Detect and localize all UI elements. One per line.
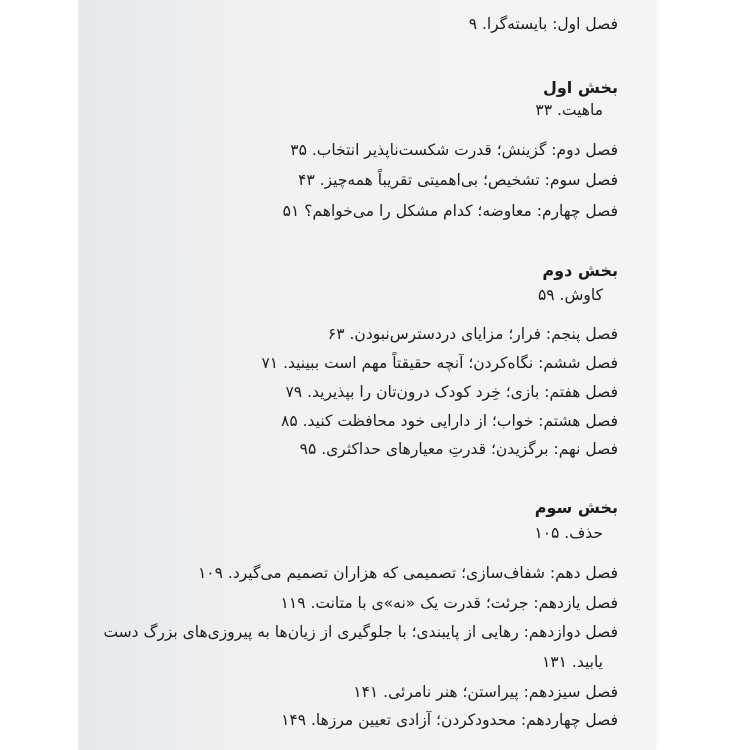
toc-chapter-1: فصل اول: بایسته‌گرا. ۹ [468,15,618,33]
book-page [78,0,655,750]
part-2-heading: بخش دوم [542,261,618,280]
toc-chapter-7: فصل هفتم: بازی؛ خِرد کودک درون‌تان را بپذیرید. ۷۹ [285,383,618,401]
toc-chapter-9: فصل نهم: برگزیدن؛ قدرتِ معیارهای حداکثری. ۹۵ [299,440,618,458]
toc-chapter-6: فصل ششم: نگاه‌کردن؛ آنچه حقیقتاً مهم است ببینید. ۷۱ [261,354,618,372]
toc-chapter-10: فصل دهم: شفاف‌سازی؛ تصمیمی که هزاران تصمیم می‌گیرد. ۱۰۹ [197,564,618,582]
part-2-subtitle: کاوش. ۵۹ [537,286,603,304]
toc-chapter-5: فصل پنجم: فرار؛ مزایای دردسترس‌نبودن. ۶۳ [327,325,618,343]
toc-chapter-12: فصل دوازدهم: رهایی از پایبندی؛ با جلوگیری از زیان‌ها به پیروزی‌های بزرگ دست [103,623,618,641]
toc-chapter-8: فصل هشتم: خواب؛ از دارایی خود محافظت کنید. ۸۵ [281,412,618,430]
toc-chapter-3: فصل سوم: تشخیص؛ بی‌اهمیتی تقریباً همه‌چیز. ۴۳ [298,171,618,189]
toc-chapter-14: فصل چهاردهم: محدودکردن؛ آزادی تعیین مرزها. ۱۴۹ [281,711,618,729]
part-1-subtitle: ماهیت. ۳۳ [535,101,603,119]
toc-chapter-2: فصل دوم: گزینش؛ قدرت شکست‌ناپذیر انتخاب. ۳۵ [290,141,618,159]
part-1-heading: بخش اول [542,78,618,97]
toc-chapter-12-continued: یابید. ۱۳۱ [541,653,603,671]
part-3-subtitle: حذف. ۱۰۵ [534,524,603,542]
toc-chapter-4: فصل چهارم: معاوضه؛ کدام مشکل را می‌خواهم؟ ۵۱ [282,202,618,220]
toc-chapter-11: فصل یازدهم: جرئت؛ قدرت یک «نه»ی با متانت. ۱۱۹ [280,594,618,612]
toc-chapter-13: فصل سیزدهم: پیراستن؛ هنر نامرئی. ۱۴۱ [353,683,618,701]
part-3-heading: بخش سوم [534,498,618,517]
